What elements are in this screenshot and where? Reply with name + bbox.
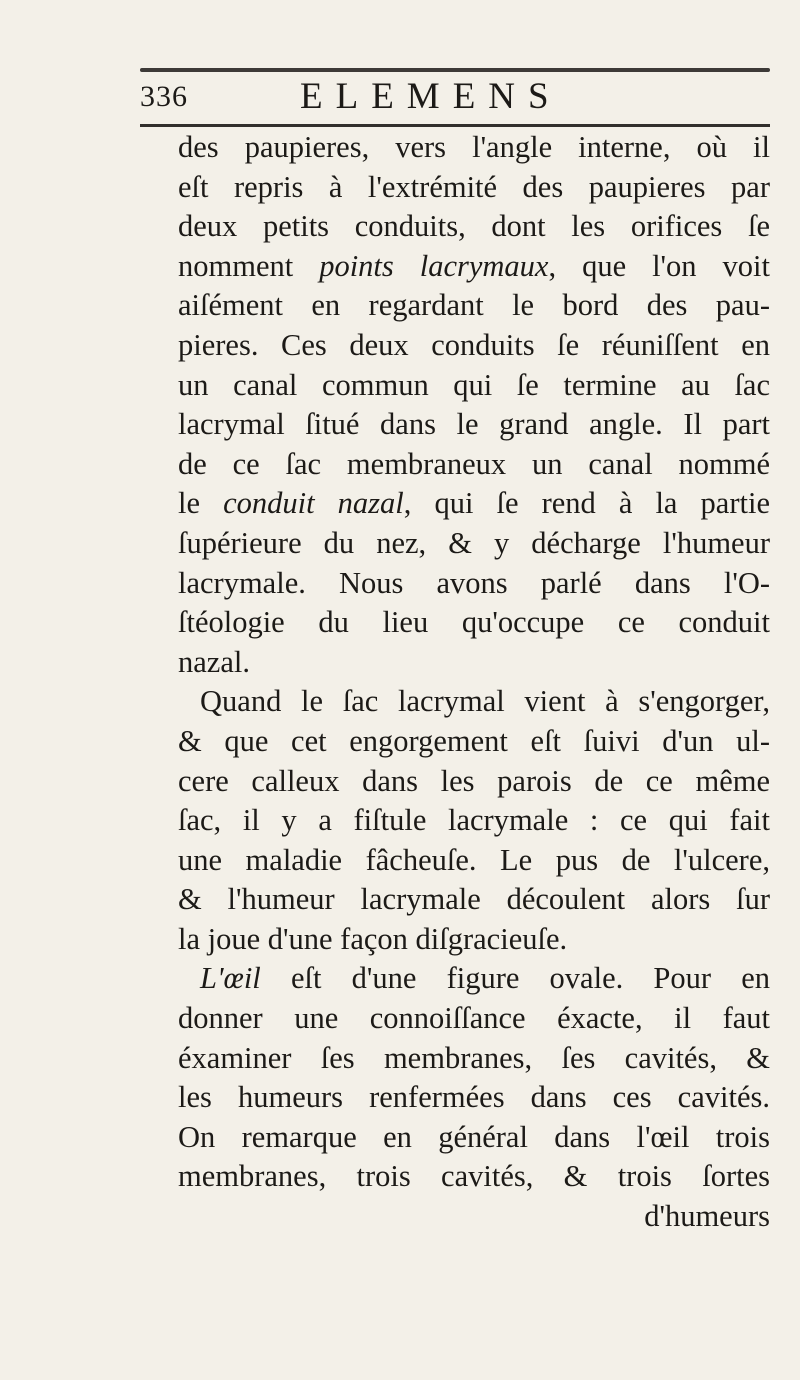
- italic-term: points lacrymaux: [319, 248, 549, 283]
- text-line: lacrymal ſitué dans le grand angle. Il part: [178, 407, 770, 442]
- header-rule: [140, 124, 770, 127]
- text-line: le conduit nazal, qui ſe rend à la partie: [178, 486, 770, 521]
- italic-term: conduit nazal: [223, 486, 404, 521]
- text-line: nomment points lacrymaux, que l'on voit: [178, 248, 770, 283]
- text-line: & que cet engorgement eſt ſuivi d'un ul-: [178, 723, 770, 758]
- text-line: lacrymale. Nous avons parlé dans l'O-: [178, 565, 770, 600]
- text-line: deux petits conduits, dont les orifices ſe: [178, 209, 770, 244]
- text-line: ſtéologie du lieu qu'occupe ce conduit: [178, 605, 770, 640]
- text-line: On remarque en général dans l'œil trois: [178, 1119, 770, 1154]
- text-line: ſupérieure du nez, & y décharge l'humeur: [178, 525, 770, 560]
- text-line: eſt repris à l'extrémité des paupieres par: [178, 169, 770, 204]
- text-line: aiſément en regardant le bord des pau-: [178, 288, 770, 323]
- text-line: cere calleux dans les parois de ce même: [178, 763, 770, 798]
- top-border-rule: [140, 68, 770, 72]
- text-line: des paupieres, vers l'angle interne, où il: [178, 130, 770, 164]
- text-line: pieres. Ces deux conduits ſe réuniſſent en: [178, 327, 770, 362]
- page-number: 336: [140, 80, 188, 113]
- running-title: ELEMENS: [300, 76, 562, 117]
- catchword: d'humeurs: [644, 1199, 770, 1234]
- text-line: Quand le ſac lacrymal vient à s'engorger,: [200, 684, 770, 719]
- text-line: la joue d'une façon diſgracieuſe.: [178, 921, 568, 956]
- text-line: ſac, il y a fiſtule lacrymale : ce qui fait: [178, 803, 770, 838]
- text-line: & l'humeur lacrymale découlent alors ſur: [178, 882, 770, 917]
- italic-term: L'œil: [200, 961, 261, 996]
- text-line: L'œil eſt d'une figure ovale. Pour en: [200, 961, 770, 996]
- text-line: les humeurs renfermées dans ces cavités.: [178, 1080, 770, 1115]
- text-line: membranes, trois cavités, & trois ſortes: [178, 1159, 770, 1194]
- text-line: un canal commun qui ſe termine au ſac: [178, 367, 770, 402]
- text-line: éxaminer ſes membranes, ſes cavités, &: [178, 1040, 770, 1075]
- text-line: une maladie fâcheuſe. Le pus de l'ulcere,: [178, 842, 770, 877]
- text-line: de ce ſac membraneux un canal nommé: [178, 446, 770, 481]
- body-text: [178, 128, 770, 1237]
- text-line: nazal.: [178, 644, 250, 679]
- text-line: donner une connoiſſance éxacte, il faut: [178, 1001, 770, 1036]
